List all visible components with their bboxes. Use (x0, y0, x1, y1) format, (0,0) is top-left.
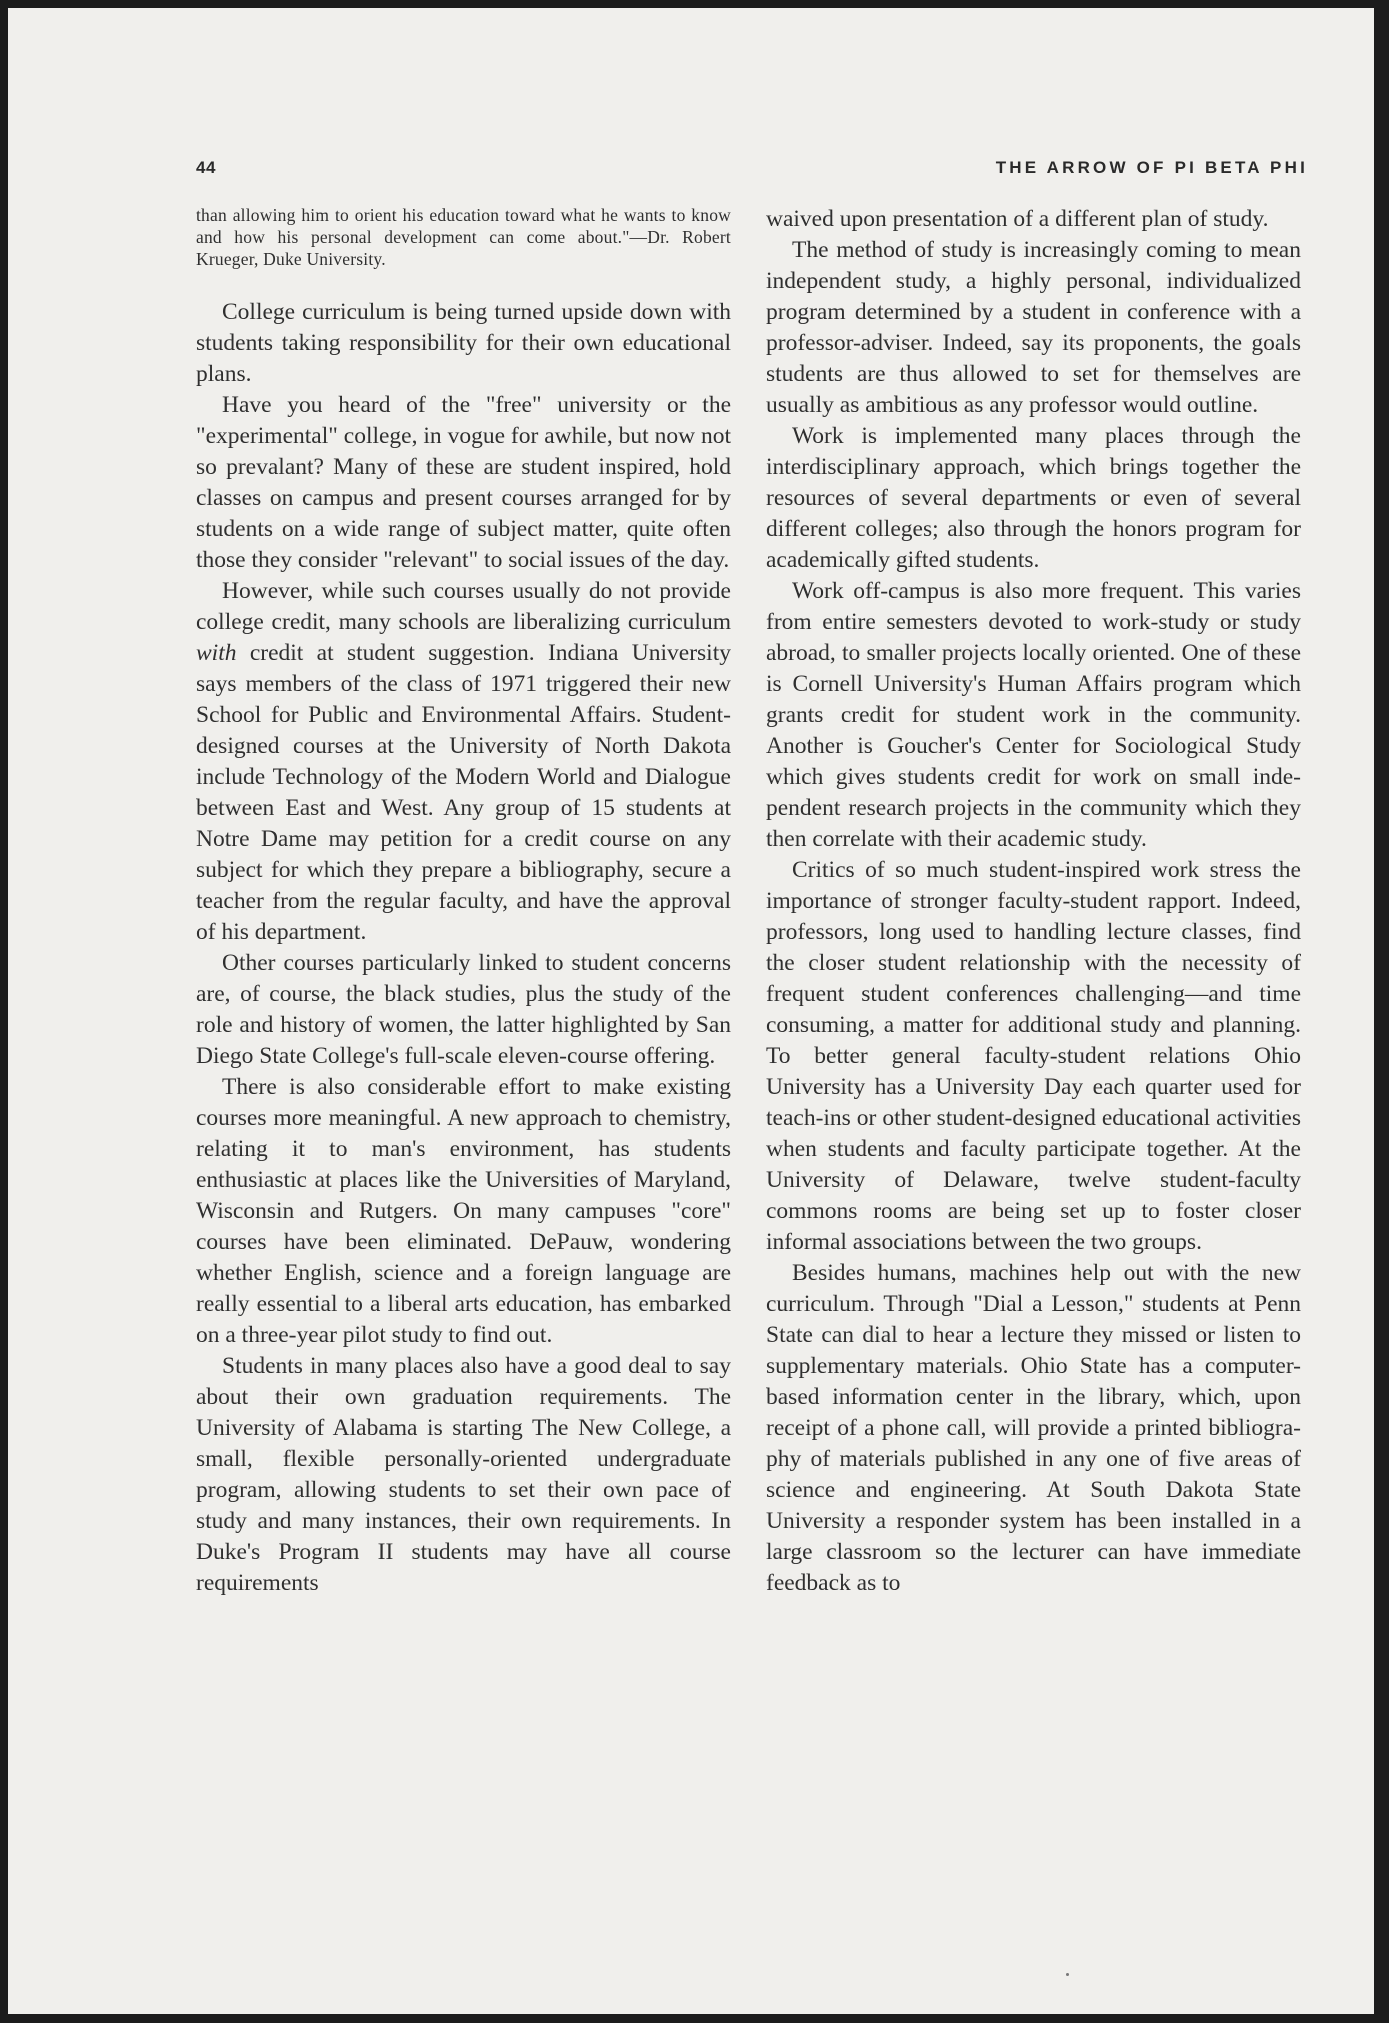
paragraph: College curriculum is being turned upside down with students taking responsibility for their own educational plans. (196, 298, 731, 387)
page-number: 44 (196, 158, 216, 177)
paragraph: The method of study is increasingly coming to mean independent study, a highly personal, individualized program determined by a student in conference with a professor-adviser. Indeed, say its proponents, the goals students are thus allowed to set for themselves are usually as ambitious as any professor would outline. (766, 237, 1301, 418)
page-header (196, 158, 1308, 188)
paragraph: Have you heard of the "free" university or the "experimental" college, in vogue for awhile, but now not so prevalant? Many of these are student inspired, hold classes on campus and present courses arranged for by students on a wide range of subject matter, quite often those they consider "relevant" to social issues of the day. (196, 391, 731, 573)
paragraph: Critics of so much student-inspired work stress the importance of stronger faculty-student rapport. Indeed, professors, long used to handling lecture classes, find the closer student relationship with the necessity of frequent student conferences challenging—and time consuming, a matter for additional study and planning. To better general faculty-student relations Ohio University has a University Day each quarter used for teach-ins or other student-designed educational activities when students and faculty participate together. At the University of Delaware, twelve student-faculty commons rooms are being set up to foster closer informal associations between the two groups. (766, 857, 1301, 1255)
right-column (766, 204, 1301, 1599)
paragraph: Work off-campus is also more frequent. This varies from entire semesters devoted to work-study or study abroad, to smaller projects locally oriented. One of these is Cornell University's Human Affairs program which grants credit for student work in the community. Another is Goucher's Center for Sociological Study which gives students credit for work on small independent research projects in the community which they then correlate with their academic study. (766, 578, 1301, 852)
paragraph-text: credit at student suggestion. Indiana University says members of the class of 1971 triggered their new School for Public and Environmental Affairs. Student-designed courses at the University of North Dakota include Technology of the Modern World and Dialogue between East and West. Any group of 15 students at Notre Dame may petition for a credit course on any subject for which they prepare a bibliography, secure a teacher from the regular faculty, and have the approval of his department. (196, 639, 731, 945)
print-speck (1066, 1973, 1069, 1976)
paragraph-continuation: waived upon presentation of a different plan of study. (766, 206, 1269, 232)
paragraph-text: However, while such courses usually do not provide college credit, many schools are liberalizing curriculum (196, 577, 731, 635)
paragraph (196, 576, 731, 948)
paragraph: Students in many places also have a good deal to say about their own graduation requirements. The University of Alabama is starting The New College, a small, flexible personally-oriented undergraduate program, allowing students to set their own pace of study and many instances, their own requirements. In Duke's Program II students may have all course requirements (196, 1352, 731, 1596)
paragraph: There is also considerable effort to make existing courses more meaningful. A new approach to chemistry, relating it to man's environment, has students enthusiastic at places like the Universities of Maryland, Wisconsin and Rutgers. On many campuses "core" courses have been eliminated. DePauw, wondering whether English, science and a foreign language are really essential to a liberal arts education, has embarked on a three-year pilot study to find out. (196, 1073, 731, 1348)
paragraph: Other courses particularly linked to student concerns are, of course, the black studies, plus the study of the role and history of women, the latter highlighted by San Diego State College's full-scale eleven-course offering. (196, 949, 731, 1069)
paragraph: Work is implemented many places through the interdisciplinary approach, which brings together the resources of several departments or even of several different colleges; also through the honors program for academically gifted students. (766, 423, 1301, 573)
paragraph: Besides humans, machines help out with the new curriculum. Through "Dial a Lesson," students at Penn State can dial to hear a lecture they missed or listen to supplementary materials. Ohio State has a computer-based information center in the library, which, upon receipt of a phone call, will provide a printed bibliography of materials published in any one of five areas of science and engineering. At South Dakota State University a responder system has been installed in a large classroom so the lecturer can have immediate feedback as to (766, 1260, 1301, 1596)
left-column (196, 204, 731, 1599)
emphasis-text: with (196, 639, 237, 666)
quote-continuation: than allowing him to orient his education toward what he wants to know and how his personal development can come about."—Dr. Robert Krueger, Duke University. (196, 205, 731, 270)
running-title: THE ARROW OF PI BETA PHI (995, 158, 1308, 177)
magazine-page (8, 8, 1374, 2014)
